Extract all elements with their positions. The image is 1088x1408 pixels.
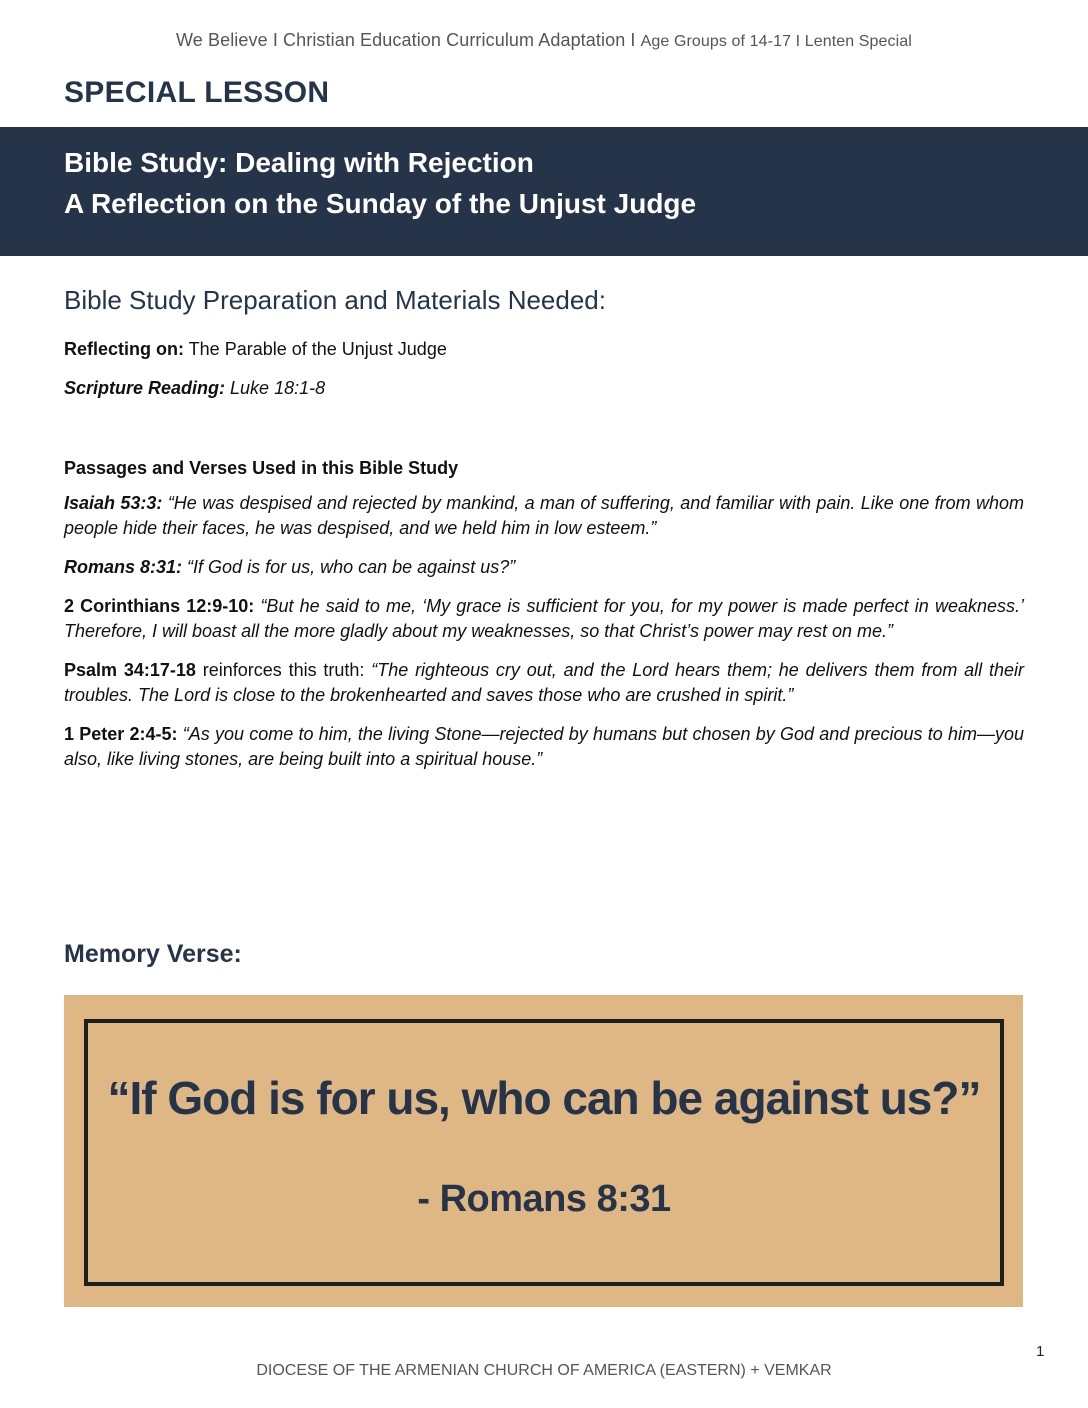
verse-ref: 2 Corinthians 12:9-10: bbox=[64, 596, 255, 616]
verse-text: “He was despised and rejected by mankind, a man of suffering, and familiar with pain. Like one from whom people hide their faces, he was despised, and we held him in low esteem.” bbox=[64, 493, 1024, 538]
running-title-main: We Believe I Christian Education Curriculum Adaptation I bbox=[176, 30, 641, 50]
verse-item bbox=[64, 594, 1024, 644]
verse-item bbox=[64, 555, 1024, 580]
memory-verse-quote: “If God is for us, who can be against us?” bbox=[107, 1072, 981, 1124]
verse-item bbox=[64, 722, 1024, 772]
footer-organization: DIOCESE OF THE ARMENIAN CHURCH OF AMERICA (EASTERN) + VEMKAR bbox=[256, 1362, 832, 1379]
lesson-label: SPECIAL LESSON bbox=[64, 76, 330, 109]
verse-connector: reinforces this truth: bbox=[195, 660, 365, 680]
title-line-2: A Reflection on the Sunday of the Unjust Judge bbox=[64, 188, 697, 219]
verse-ref: Romans 8:31: bbox=[64, 557, 183, 577]
reflecting-label: Reflecting on: bbox=[64, 339, 184, 359]
scripture-line bbox=[64, 378, 325, 399]
passages-heading: Passages and Verses Used in this Bible Study bbox=[64, 458, 459, 478]
running-title-small: Age Groups of 14-17 I Lenten Special bbox=[640, 33, 912, 50]
memory-verse-frame bbox=[84, 1019, 1004, 1286]
verse-item bbox=[64, 491, 1024, 541]
memory-verse-reference: - Romans 8:31 bbox=[417, 1178, 671, 1220]
memory-verse-heading: Memory Verse: bbox=[64, 940, 242, 968]
scripture-label: Scripture Reading: bbox=[64, 378, 226, 398]
reflecting-value: The Parable of the Unjust Judge bbox=[184, 339, 447, 359]
verse-item bbox=[64, 658, 1024, 708]
preparation-heading: Bible Study Preparation and Materials Needed: bbox=[64, 285, 606, 315]
verse-ref: Psalm 34:17-18 bbox=[64, 660, 196, 680]
reflecting-line bbox=[64, 339, 447, 360]
verse-text: “But he said to me, ‘My grace is sufficient for you, for my power is made perfect in weakness.’ Therefore, I will boast all the more gladly about my weaknesses, so that Christ’s power may rest on me.” bbox=[64, 596, 1024, 641]
memory-verse-box bbox=[64, 995, 1023, 1307]
title-line-1: Bible Study: Dealing with Rejection bbox=[64, 147, 534, 178]
verse-ref: 1 Peter 2:4-5: bbox=[64, 724, 178, 744]
page-number: 1 bbox=[1036, 1343, 1045, 1360]
verse-text: “If God is for us, who can be against us?” bbox=[182, 557, 516, 577]
scripture-value: Luke 18:1-8 bbox=[225, 378, 326, 398]
title-band bbox=[0, 127, 1088, 256]
verse-ref: Isaiah 53:3: bbox=[64, 493, 163, 513]
verse-text: “As you come to him, the living Stone—rejected by humans but chosen by God and precious to him—you also, like living stones, are being built into a spiritual house.” bbox=[64, 724, 1024, 769]
running-header bbox=[0, 30, 1088, 51]
verse-text: “The righteous cry out, and the Lord hears them; he delivers them from all their troubles. The Lord is close to the brokenhearted and saves those who are crushed in spirit.” bbox=[64, 660, 1024, 705]
